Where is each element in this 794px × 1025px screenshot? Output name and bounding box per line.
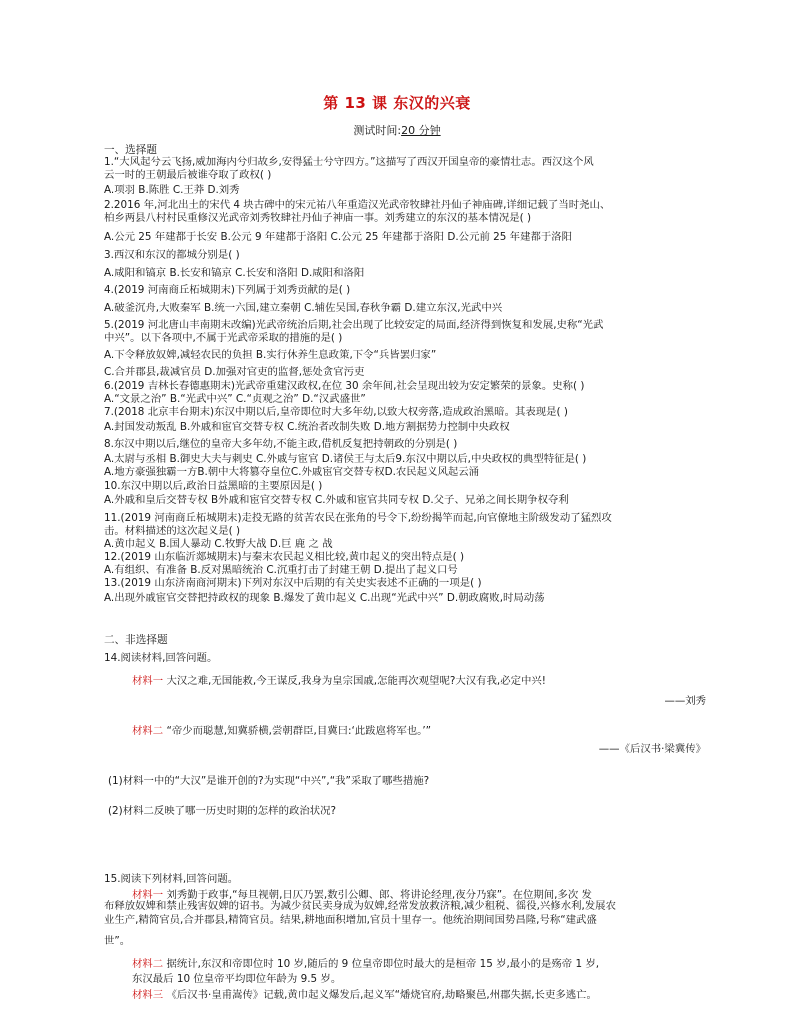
q8-stem: 8.东汉中期以后,继位的皇帝大多年幼,不能主政,借机反复把持朝政的分别是( ): [104, 438, 458, 450]
material5-label: 材料三: [132, 989, 164, 1001]
q5-line1: 5.(2019 河北唐山丰南期末改编)光武帝统治后期,社会出现了比较安定的局面,经济得到恢复和发展,史称“光武: [104, 319, 604, 331]
material3-label: 材料一: [132, 889, 164, 901]
q1-line2: 云一时的王朝最后被谁夺取了政权( ): [104, 169, 272, 181]
material5-line1: 《后汉书·皇甫嵩传》记载,黄巾起义爆发后,起义军“燔烧官府,劫略聚邑,州郡失据,长吏多逃亡。: [163, 989, 597, 1001]
q5-line2: 中兴”。以下各项中,不属于光武帝采取的措施的是( ): [104, 332, 343, 344]
material3-line3: 业生产,精简官员,合并郡县,精简官员。结果,耕地面积增加,官员十里存一。他统治期间国势昌隆,号称“建武盛: [104, 914, 597, 926]
q9-options: A.地方豪强独霸一方B.朝中大将篡夺皇位C.外戚宦官交替专权D.农民起义风起云涌: [104, 466, 480, 478]
q2-line1: 2.2016 年,河北出土的宋代 4 块古碑中的宋元祐八年重造汉光武帝牧肆社丹仙子神庙碑,详细记载了当时尧山、: [104, 199, 611, 211]
q4-stem: 4.(2019 河南商丘柘城期末)下列属于刘秀贡献的是( ): [104, 284, 351, 296]
q3-options: A.咸阳和镐京 B.长安和镐京 C.长安和洛阳 D.咸阳和洛阳: [104, 267, 365, 279]
q15-material2-line1: [132, 955, 599, 970]
q13-stem: 13.(2019 山东济南商河期末)下列对东汉中后期的有关史实表述不正确的一项是( ): [104, 577, 482, 589]
q14-stem: 14.阅读材料,回答问题。: [104, 652, 218, 664]
material3-line4: 世”。: [104, 935, 131, 947]
q10-options: A.外戚和皇后交替专权 B外戚和宦官交替专权 C.外戚和宦官共同专权 D.父子、兄弟之间长期争权夺利: [104, 494, 569, 506]
q11-options: A.黄巾起义 B.国人暴动 C.牧野大战 D.巨 鹿 之 战: [104, 538, 333, 550]
material3-line1: 刘秀勤于政事,“每旦视朝,日仄乃罢,数引公卿、郎、将讲论经理,夜分乃寐”。在位期间,多次 发: [163, 889, 592, 901]
q5-options1: A.下令释放奴婢,减轻农民的负担 B.实行休养生息政策,下令“兵皆罢归家”: [104, 349, 437, 361]
q7-options: A.封国发动叛乱 B.外戚和宦官交替专权 C.统治者改制失败 D.地方割据势力控制中央政权: [104, 421, 510, 433]
q14-material2: [132, 722, 431, 737]
q6-options: A.“文景之治” B.“光武中兴” C.“贞观之治” D.“汉武盛世”: [104, 393, 366, 405]
q7-stem: 7.(2018 北京丰台期末)东汉中期以后,皇帝即位时大多年幼,以致大权旁落,造成政治黑暗。其表现是( ): [104, 406, 568, 418]
q14-subquestion1: (1)材料一中的“大汉”是谁开创的?为实现“中兴”,“我”采取了哪些措施?: [108, 775, 430, 787]
material2-source: ——《后汉书·梁冀传》: [598, 743, 706, 755]
q12-stem: 12.(2019 山东临沂郯城期末)与秦末农民起义相比较,黄巾起义的突出特点是( ): [104, 551, 465, 563]
material4-line1: 据统计,东汉和帝即位时 10 岁,随后的 9 位皇帝即位时最大的是桓帝 15 岁,最小的是殇帝 1 岁,: [163, 958, 600, 970]
q11-line1: 11.(2019 河南商丘柘城期末)走投无路的贫苦农民在张角的号令下,纷纷揭竿而起,向官僚地主阶级发动了猛烈攻: [104, 512, 612, 524]
q15-material1-line1: [132, 886, 592, 901]
q8-options: A.太尉与丞相 B.御史大夫与刺史 C.外戚与宦官 D.诸侯王与太后9.东汉中期以后,中央政权的典型特征是( ): [104, 453, 587, 465]
lesson-title: 第 13 课 东汉的兴衰: [323, 94, 471, 112]
q15-stem: 15.阅读下列材料,回答问题。: [104, 873, 239, 885]
q4-options: A.破釜沉舟,大败秦军 B.统一六国,建立秦朝 C.辅佐吴国,春秋争霸 D.建立东汉,光武中兴: [104, 302, 503, 314]
q10-stem: 10.东汉中期以后,政治日益黑暗的主要原因是( ): [104, 480, 323, 492]
q12-options: A.有组织、有准备 B.反对黑暗统治 C.沉重打击了封建王朝 D.提出了起义口号: [104, 564, 458, 576]
test-time: [0, 122, 794, 138]
q11-line2: 击。材料描述的这次起义是( ): [104, 525, 241, 537]
q6-stem: 6.(2019 吉林长春德惠期末)光武帝重建汉政权,在位 30 余年间,社会呈现出较为安定繁荣的景象。史称( ): [104, 380, 585, 392]
q1-options: A.项羽 B.陈胜 C.王莽 D.刘秀: [104, 184, 240, 196]
test-time-label: 测试时间:: [353, 124, 402, 137]
q14-material1: [132, 672, 546, 687]
material1-text: 大汉之难,无国能救,今王谋反,我身为皇宗国戚,怎能再次观望呢?大汉有我,必定中兴!: [163, 675, 546, 687]
q3-stem: 3.西汉和东汉的都城分别是( ): [104, 249, 240, 261]
q13-options: A.出现外戚宦官交替把持政权的现象 B.爆发了黄巾起义 C.出现“光武中兴” D.朝政腐败,时局动荡: [104, 592, 545, 604]
section-nonchoice-heading: 二、非选择题: [104, 634, 168, 646]
q2-options: A.公元 25 年建都于长安 B.公元 9 年建都于洛阳 C.公元 25 年建都于洛阳 D.公元前 25 年建都于洛阳: [104, 231, 573, 243]
q5-options2: C.合并郡县,裁减官员 D.加强对官吏的监督,惩处贪官污吏: [104, 366, 365, 378]
section-choice-heading: 一、选择题: [104, 144, 157, 156]
material1-source: ——刘秀: [664, 695, 706, 707]
q2-line2: 柏乡两县八村村民重修汉光武帝刘秀牧肆社丹仙子神庙一事。刘秀建立的东汉的基本情况是( ): [104, 212, 532, 224]
material3-line2: 布释放奴婢和禁止残害奴婢的诏书。为减少贫民卖身成为奴婢,经常发放救济粮,减少租税、徭役,兴修水利,发展农: [104, 900, 616, 912]
material4-line2: 东汉最后 10 位皇帝平均即位年龄为 9.5 岁。: [132, 973, 342, 985]
material1-label: 材料一: [132, 675, 164, 687]
material4-label: 材料二: [132, 958, 164, 970]
material2-label: 材料二: [132, 725, 164, 737]
q14-subquestion2: (2)材料二反映了哪一历史时期的怎样的政治状况?: [108, 805, 337, 817]
q15-material3-line1: [132, 986, 597, 1001]
q1-line1: 1.“大风起兮云飞扬,威加海内兮归故乡,安得猛士兮守四方。”这描写了西汉开国皇帝的豪情壮志。西汉这个风: [104, 156, 594, 168]
material2-text: “帝少而聪慧,知冀骄横,尝朝群臣,目冀曰:‘此跋扈将军也。’”: [163, 725, 432, 737]
test-time-value: 20 分钟: [401, 124, 441, 137]
